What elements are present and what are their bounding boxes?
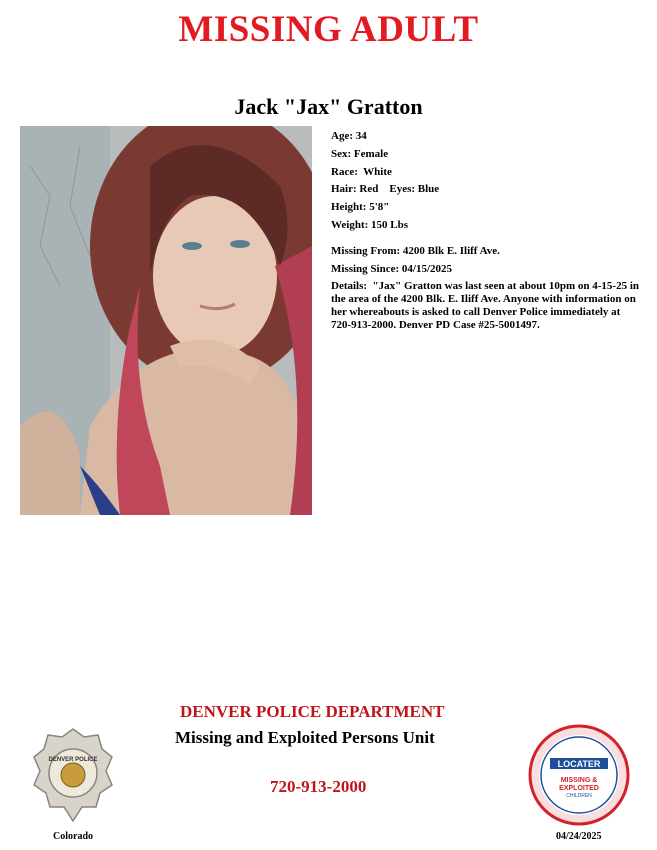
- locater-seal-icon: [528, 724, 630, 826]
- missing-person-name: Jack "Jax" Gratton: [234, 94, 423, 119]
- hair-eyes-text: Hair: Red Eyes: Blue: [331, 183, 440, 196]
- sex-text: Sex: Female: [331, 147, 389, 160]
- department-name: DENVER POLICE DEPARTMENT: [180, 702, 445, 721]
- police-badge-icon: [32, 727, 114, 823]
- poster-date: 04/24/2025: [556, 831, 602, 842]
- age-text: Age: 34: [331, 130, 367, 142]
- unit-name: Missing and Exploited Persons Unit: [175, 728, 435, 747]
- weight-text: Weight: 150 Lbs: [331, 218, 409, 231]
- missing-person-photo: [20, 126, 312, 515]
- svg-text:EXPLOITED: EXPLOITED: [559, 785, 599, 792]
- state-label: Colorado: [53, 831, 93, 842]
- svg-text:CHILDREN: CHILDREN: [566, 793, 592, 799]
- height-text: Height: 5'8": [331, 201, 390, 214]
- svg-text:DENVER POLICE: DENVER POLICE: [48, 757, 98, 763]
- svg-text:MISSING &: MISSING &: [560, 777, 598, 784]
- svg-text:LOCATER: LOCATER: [557, 759, 601, 769]
- details-paragraph: Details: "Jax" Gratton was last seen at about 10pm on 4-15-25 in the area of the 4200 Blk. E. Iliff Ave. Anyone with information on her whereabouts is asked to call Denver Police immediately at 720-913-2000. Denver PD Case #25-5001497.: [331, 280, 642, 332]
- person-details: [331, 128, 641, 332]
- phone-number: 720-913-2000: [270, 777, 367, 796]
- poster-title: MISSING ADULT: [178, 9, 479, 50]
- missing-since-text: Missing Since: 04/15/2025: [331, 262, 453, 275]
- missing-from-text: Missing From: 4200 Blk E. Iliff Ave.: [331, 244, 500, 257]
- race-text: Race: White: [331, 165, 392, 178]
